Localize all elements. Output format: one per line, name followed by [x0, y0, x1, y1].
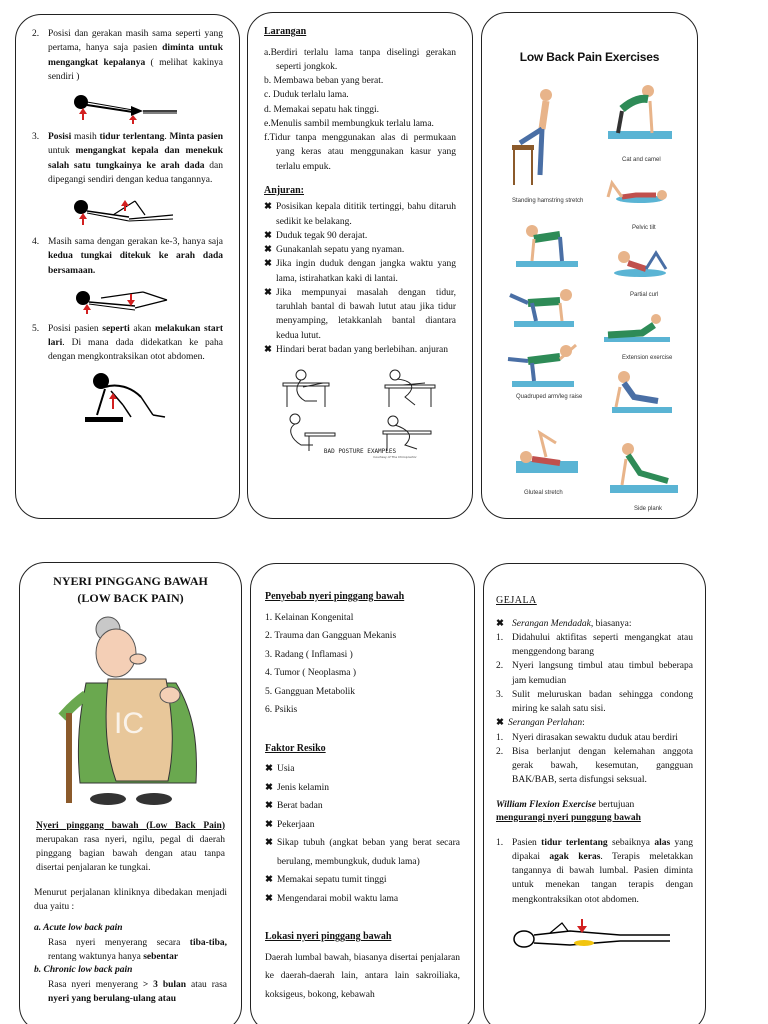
figure-start-position	[83, 371, 173, 423]
mendadak-heading: ✖ Serangan Mendadak, biasanya:	[496, 617, 693, 631]
mendadak-item: 1. Didahului aktifitas seperti mengangkat atau menggendong barang	[496, 632, 693, 657]
faktor-item: ✖ Usia	[265, 760, 460, 779]
faktor-item: ✖ Pekerjaan	[265, 816, 460, 835]
step-number: 5.	[32, 323, 40, 334]
step-5	[32, 322, 223, 365]
panel-exercise-chart	[481, 12, 698, 519]
penyebab-item: 4. Tumor ( Neoplasma )	[265, 668, 357, 679]
label-gluteal-stretch: Gluteal stretch	[524, 490, 563, 496]
x-bullet-icon: ✖	[265, 801, 273, 812]
figure-both-knees-to-chest	[73, 284, 183, 316]
lokasi-text: Daerah lumbal bawah, biasanya disertai penjalaran ke daerah-daerah lain, antara lain sakroiliaka, koksigeus, bokong, kebawah	[265, 952, 460, 1000]
x-bullet-icon: ✖	[265, 875, 273, 886]
watermark-text: IC	[113, 706, 144, 740]
step-text: Posisi masih tidur terlentang. Minta pasien untuk mengangkat kepala dan menekuk salah satu tungkainya ke arah dada dan dipegangi sendiri dengan kedua tangannya.	[48, 132, 223, 185]
faktor-item: ✖ Berat badan	[265, 797, 460, 816]
x-bullet-icon: ✖	[496, 618, 504, 629]
flexion-intro: William Flexion Exercise bertujuan	[496, 799, 635, 810]
x-bullet-icon: ✖	[265, 819, 273, 830]
penyebab-item: 2. Trauma dan Gangguan Mekanis	[265, 631, 397, 642]
larangan-item: f.Tidur tanpa menggunakan alas di permukaan yang keras atau menggunakan kasur yang terlalu empuk.	[264, 133, 456, 172]
pelvic-tilt-figure	[606, 173, 672, 213]
gluteal-stretch-figure	[516, 417, 578, 483]
panel-larangan-anjuran	[247, 12, 473, 519]
hamstring-stretch-figure	[510, 85, 568, 193]
label-hamstring-stretch: Standing hamstring stretch	[512, 198, 584, 204]
label-quadruped: Quadruped arm/leg raise	[516, 394, 583, 400]
label-cat-camel: Cat and camel	[622, 157, 661, 163]
perlahan-item: 2. Bisa berlanjut dengan kelemahan anggota gerak bawah, kesemutan, gangguan BAK/BAB, serta disfungsi seksual.	[496, 746, 693, 786]
x-bullet-icon: ✖	[265, 893, 273, 904]
classification-intro: Menurut perjalanan kliniknya dibedakan menjadi dua yaitu :	[34, 887, 227, 912]
x-bullet-icon: ✖	[265, 782, 273, 793]
larangan-item: d. Memakai sepatu hak tinggi.	[264, 104, 380, 115]
step-2	[32, 27, 223, 84]
cover-title: NYERI PINGGANG BAWAH (LOW BACK PAIN)	[53, 574, 208, 605]
side-lying-figure	[608, 367, 676, 417]
anjuran-item: ✖ Hindari berat badan yang berlebihan. anjuran	[264, 343, 456, 357]
larangan-item: e.Menulis sambil membungkuk terlalu lama.	[264, 118, 434, 129]
cat-camel-figure	[608, 79, 672, 149]
faktor-item: ✖ Jenis kelamin	[265, 779, 460, 798]
anjuran-item: ✖ Posisikan kepala dititik tertinggi, bahu ditaruh sedikit ke belakang.	[264, 200, 456, 229]
penyebab-item: 6. Psikis	[265, 705, 298, 716]
perlahan-item: 1. Nyeri dirasakan sewaktu duduk atau berdiri	[496, 732, 678, 743]
panel-cover	[19, 562, 242, 1024]
posture-subcaption: Courtesy of The Chiropractor	[373, 455, 417, 459]
definition: Nyeri pinggang bawah (Low Back Pain) merupakan rasa nyeri, ngilu, pegal di daerah pinggang bagian bawah dengan atau tanpa disertai penjalaran ke tungkai.	[36, 820, 225, 874]
penyebab-item: 1. Kelainan Kongenital	[265, 612, 354, 623]
anjuran-list	[264, 200, 456, 357]
x-bullet-icon: ✖	[264, 230, 272, 241]
larangan-list	[264, 46, 456, 174]
larangan-item: b. Membawa beban yang berat.	[264, 76, 384, 86]
side-plank-figure	[610, 439, 678, 497]
penyebab-item: 3. Radang ( Inflamasi )	[265, 649, 353, 660]
supine-lying-figure	[510, 917, 680, 951]
perlahan-heading: ✖ Serangan Perlahan:	[496, 716, 693, 730]
acute-label: a. Acute low back pain	[34, 923, 123, 934]
larangan-item: c. Duduk terlalu lama.	[264, 90, 349, 101]
panel-exercises-steps	[15, 14, 240, 519]
x-bullet-icon: ✖	[264, 287, 272, 298]
gejala-title: GEJALA	[496, 595, 537, 606]
mendadak-item: 2. Nyeri langsung timbul atau timbul beberapa jam kemudian	[496, 661, 693, 686]
step-3	[32, 130, 223, 187]
x-bullet-icon: ✖	[265, 764, 273, 775]
anjuran-item: ✖ Gunakanlah sepatu yang nyaman.	[264, 243, 456, 257]
larangan-item: a.Berdiri terlalu lama tanpa diselingi gerakan seperti jongkok.	[264, 47, 456, 72]
penyebab-item: 5. Gangguan Metabolik	[265, 686, 355, 697]
chronic-text: Rasa nyeri menyerang > 3 bulan atau rasa nyeri yang berulang-ulang atau	[48, 980, 227, 1005]
elderly-woman-illustration	[46, 613, 216, 813]
quadruped-figure-3	[506, 335, 578, 391]
x-bullet-icon: ✖	[264, 344, 272, 355]
lokasi-title: Lokasi nyeri pinggang bawah	[265, 931, 392, 943]
flexion-goal: mengurangi nyeri punggung bawah	[496, 812, 641, 823]
faktor-item: ✖ Sikap tubuh (angkat beban yang berat secara berulang, membungkuk, duduk lama)	[265, 834, 460, 871]
step-text: Posisi dan gerakan masih sama seperti yang pertama, hanya saja pasien diminta untuk mengangkat kepalanya ( melihat kakinya sendiri )	[48, 29, 223, 82]
step-text: Masih sama dengan gerakan ke-3, hanya saja kedua tungkai ditekuk ke arah dada bersamaan.	[48, 237, 223, 276]
anjuran-item: ✖ Duduk tegak 90 derajat.	[264, 229, 456, 243]
step-number: 4.	[32, 237, 40, 247]
quadruped-figure-1	[516, 213, 578, 273]
faktor-item: ✖ Memakai sepatu tumit tinggi	[265, 871, 460, 890]
flexion-step-1: 1. Pasien tidur terlentang sebaiknya alas yang dipakai agak keras. Terapis meletakkan tangannya di bawah lumbal. Pasien diminta untuk menekan tangan terapis dengan mengkontraksikan otot abdomen.	[496, 837, 693, 905]
acute-text: Rasa nyeri menyerang secara tiba-tiba, rentang waktunya hanya sebentar	[48, 937, 227, 963]
step-number: 3.	[32, 132, 40, 142]
extension-exercise-figure	[602, 309, 672, 345]
x-bullet-icon: ✖	[264, 245, 272, 255]
label-pelvic-tilt: Pelvic tilt	[632, 225, 656, 231]
faktor-title: Faktor Resiko	[265, 742, 326, 754]
larangan-title: Larangan	[264, 26, 307, 37]
step-4	[32, 235, 223, 278]
posture-caption: BAD POSTURE EXAMPLES	[323, 448, 397, 455]
penyebab-title: Penyebab nyeri pinggang bawah	[265, 591, 405, 602]
x-bullet-icon: ✖	[265, 838, 273, 849]
anjuran-item: ✖ Jika ingin duduk dengan jangka waktu yang lama, istirahatkan kaki di lantai.	[264, 257, 456, 286]
anjuran-title: Anjuran:	[264, 184, 305, 196]
mendadak-item: 3. Sulit meluruskan badan sehingga condong miring ke salah satu sisi.	[496, 689, 693, 714]
quadruped-figure-2	[508, 281, 578, 331]
anjuran-item: ✖ Jika mempunyai masalah dengan tidur, taruhlah bantal di bawah lutut atau jika tidur menyamping, letakkanlah bantal diantara kedua lutut.	[264, 286, 456, 343]
x-bullet-icon: ✖	[496, 718, 504, 729]
penyebab-list	[265, 609, 460, 720]
chronic-label: b. Chronic low back pain	[34, 965, 133, 976]
exercise-chart-title: Low Back Pain Exercises	[519, 50, 660, 64]
figure-knee-to-chest	[73, 193, 183, 229]
x-bullet-icon: ✖	[264, 202, 272, 213]
label-extension-exercise: Extension exercise	[622, 355, 673, 361]
faktor-item: ✖ Mengendarai mobil waktu lama	[265, 890, 460, 909]
x-bullet-icon: ✖	[264, 259, 272, 270]
bad-posture-illustration	[265, 367, 455, 459]
step-number: 2.	[32, 29, 40, 39]
panel-penyebab	[250, 563, 475, 1024]
figure-head-lift	[73, 90, 183, 124]
faktor-list	[265, 760, 460, 908]
panel-gejala	[483, 563, 706, 1024]
partial-curl-figure	[606, 239, 672, 283]
label-side-plank: Side plank	[634, 506, 663, 512]
step-text: Posisi pasien seperti akan melakukan start lari. Di mana dada didekatkan ke paha dengan mengkontraksikan otot abdomen.	[48, 323, 223, 363]
label-partial-curl: Partial curl	[630, 292, 659, 298]
